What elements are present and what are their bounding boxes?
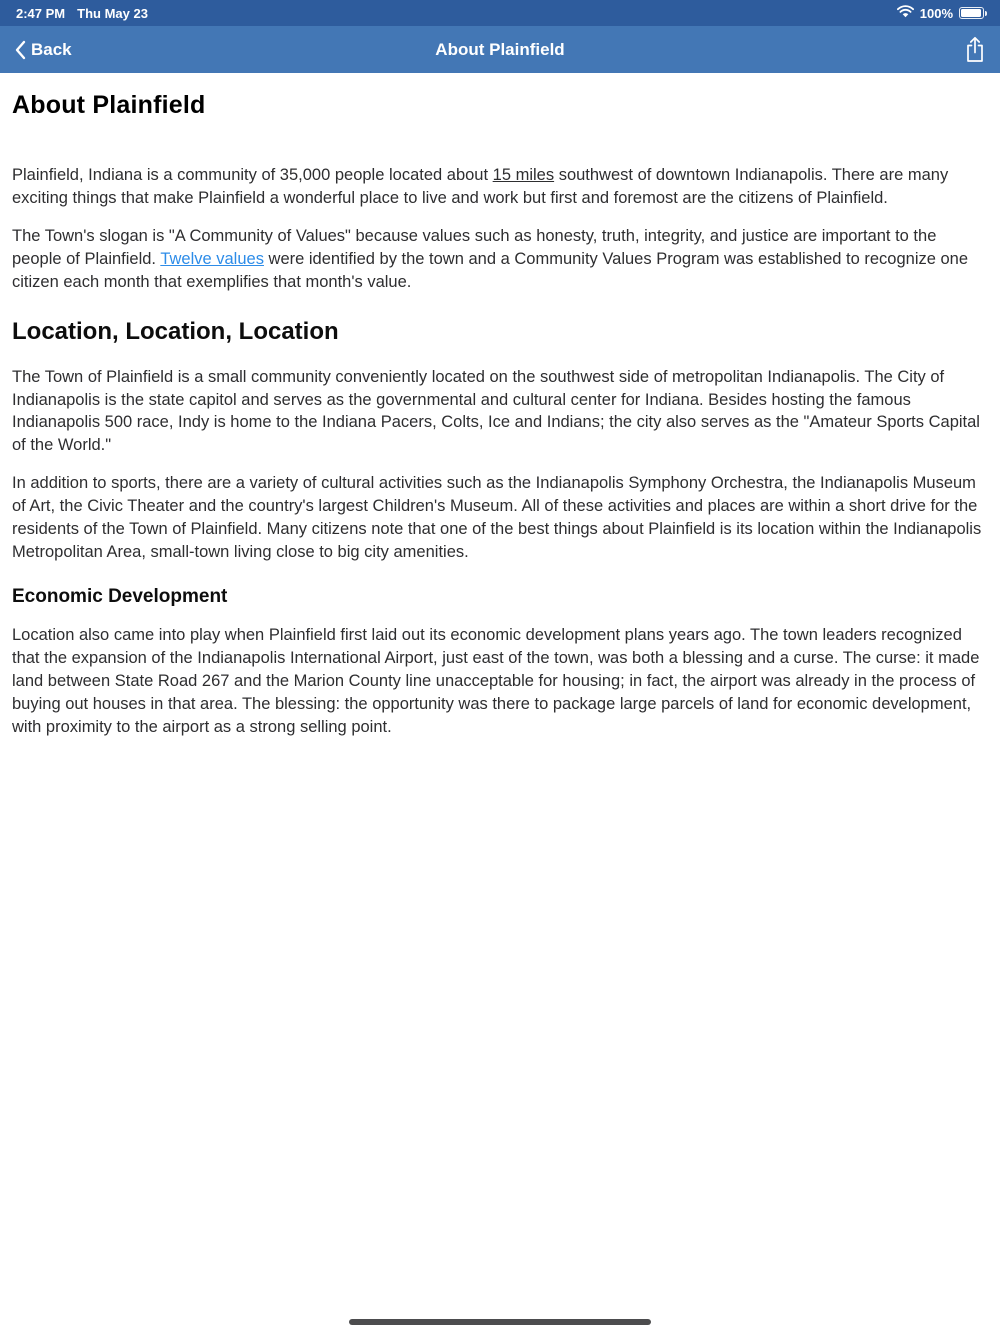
paragraph-intro <box>12 164 988 210</box>
status-right <box>897 5 984 21</box>
navigation-bar <box>0 26 1000 73</box>
paragraph-slogan-text-after: were identified by the town and a Community Values Program was established to recognize one citizen each month that exemplifies that month's value. <box>12 249 969 291</box>
status-time: 2:47 PM <box>16 5 66 21</box>
battery-percent-label: 100% <box>919 5 953 21</box>
paragraph-location-1: The Town of Plainfield is a small community conveniently located on the southwest side of metropolitan Indianapolis. The City of Indianapolis is the state capitol and serves as the governmental and cultural center for Indiana. Besides hosting the famous Indianapolis 500 race, Indy is home to the Indiana Pacers, Colts, Ice and Indians; the city also serves as the "Amateur Sports Capital of the World." <box>12 367 980 455</box>
status-left <box>16 6 148 21</box>
page-title: About Plainfield <box>12 91 206 119</box>
status-date: Thu May 23 <box>77 5 148 21</box>
status-bar <box>0 0 1000 26</box>
paragraph-intro-text: Plainfield, Indiana is a community of 35,000 people located about <box>12 166 493 184</box>
paragraph-economic: Location also came into play when Plainfield first laid out its economic development plans years ago. The town leaders recognized that the expansion of the Indianapolis International Airport, just east of the town, was both a blessing and a curse. The curse: it made land between State Road 267 and the Marion County line unacceptable for housing; in fact, the airport was already in the process of buying out houses in that area. The blessing: the opportunity was there to package large parcels of land for economic development, with proximity to the airport as a strong selling point. <box>12 625 980 736</box>
page-content <box>0 73 1000 739</box>
heading-economic-development: Economic Development <box>12 585 228 607</box>
paragraph-slogan <box>12 225 988 294</box>
heading-location: Location, Location, Location <box>12 317 339 345</box>
share-button[interactable] <box>964 36 986 63</box>
chevron-left-icon <box>14 40 26 60</box>
share-icon <box>964 36 986 63</box>
battery-icon <box>959 7 984 19</box>
link-15-miles[interactable]: 15 miles <box>492 166 555 184</box>
paragraph-slogan-text: The Town's slogan is "A Community of Values" because values such as honesty, truth, integrity, and justice are important to the people of Plainfield. <box>12 226 937 268</box>
back-button-label: Back <box>31 39 72 59</box>
link-twelve-values[interactable]: Twelve values <box>160 249 264 268</box>
nav-title: About Plainfield <box>435 39 565 59</box>
home-indicator[interactable] <box>349 1319 651 1325</box>
wifi-icon <box>897 5 914 21</box>
paragraph-intro-text-after: southwest of downtown Indianapolis. There are many exciting things that make Plainfield a wonderful place to live and work but first and foremost are the citizens of Plainfield. <box>12 166 949 207</box>
paragraph-location-2: In addition to sports, there are a variety of cultural activities such as the Indianapolis Symphony Orchestra, the Indianapolis Museum of Art, the Civic Theater and the country's largest Children's Museum. All of these activities and places are within a short drive for the residents of the Town of Plainfield. Many citizens note that one of the best things about Plainfield is its location within the Indianapolis Metropolitan Area, small-town living close to big city amenities. <box>12 474 982 562</box>
back-button[interactable] <box>14 40 72 60</box>
